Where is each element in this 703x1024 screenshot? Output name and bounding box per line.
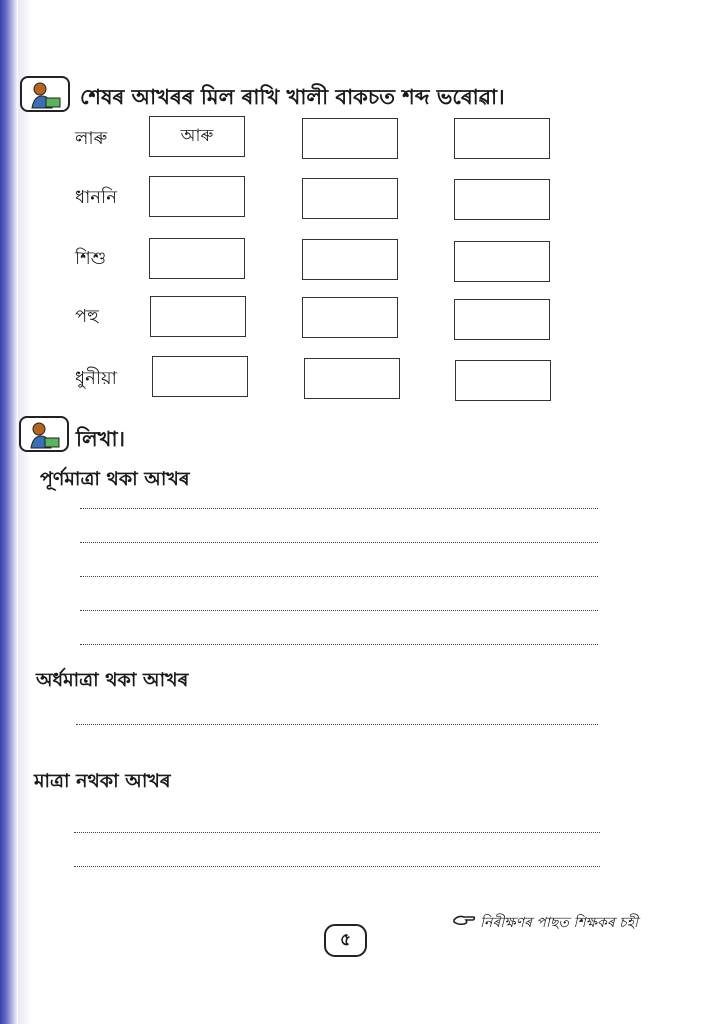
row4-word: পহু xyxy=(75,306,99,327)
row2-answer1-box[interactable] xyxy=(149,176,245,217)
row1-word: লাৰু xyxy=(75,128,108,149)
reading-child-icon xyxy=(20,76,70,112)
row5-answer2-box[interactable] xyxy=(304,358,400,399)
row1-answer3-box[interactable] xyxy=(454,118,550,159)
book-spine-shadow xyxy=(18,0,32,1024)
row2-answer2-box[interactable] xyxy=(302,178,398,219)
row1-answer2-box[interactable] xyxy=(302,118,398,159)
group1-writing-line-2[interactable] xyxy=(80,542,598,543)
section2-instruction: লিখা। xyxy=(76,427,126,451)
row3-answer2-box[interactable] xyxy=(302,239,398,280)
group3-writing-line-2[interactable] xyxy=(74,866,600,867)
section1-instruction: শেষৰ আখৰৰ মিল ৰাখি খালী বাকচত শব্দ ভৰোৱা। xyxy=(80,85,505,109)
group1-writing-line-4[interactable] xyxy=(80,610,598,611)
row1-answer1-box[interactable]: আৰু xyxy=(149,116,245,157)
group1-writing-line-3[interactable] xyxy=(80,576,598,577)
teacher-signature-note: নিৰীক্ষণৰ পাছত শিক্ষকৰ চহী xyxy=(480,915,639,931)
group1-title: পূর্ণমাত্রা থকা আখৰ xyxy=(40,468,190,490)
group3-title: মাত্রা নথকা আখৰ xyxy=(34,770,171,792)
group2-title: অর্ধমাত্রা থকা আখৰ xyxy=(36,669,189,691)
writing-child-icon xyxy=(19,416,69,452)
row4-answer2-box[interactable] xyxy=(302,297,398,338)
group3-writing-line-1[interactable] xyxy=(74,832,600,833)
row5-answer3-box[interactable] xyxy=(455,360,551,401)
pointing-hand-icon xyxy=(452,911,476,927)
row2-answer3-box[interactable] xyxy=(454,179,550,220)
row4-answer1-box[interactable] xyxy=(150,296,246,337)
row3-word: শিশু xyxy=(75,248,107,269)
group1-writing-line-1[interactable] xyxy=(80,508,598,509)
row2-word: ধাননি xyxy=(75,187,117,208)
row5-answer1-box[interactable] xyxy=(152,356,248,397)
book-spine xyxy=(0,0,18,1024)
row5-word: ধুনীয়া xyxy=(75,368,117,389)
row3-answer3-box[interactable] xyxy=(454,241,550,282)
page-number: ৫ xyxy=(324,924,367,957)
row3-answer1-box[interactable] xyxy=(149,238,245,279)
group2-writing-line-1[interactable] xyxy=(76,724,598,725)
row4-answer3-box[interactable] xyxy=(454,299,550,340)
group1-writing-line-5[interactable] xyxy=(80,644,598,645)
